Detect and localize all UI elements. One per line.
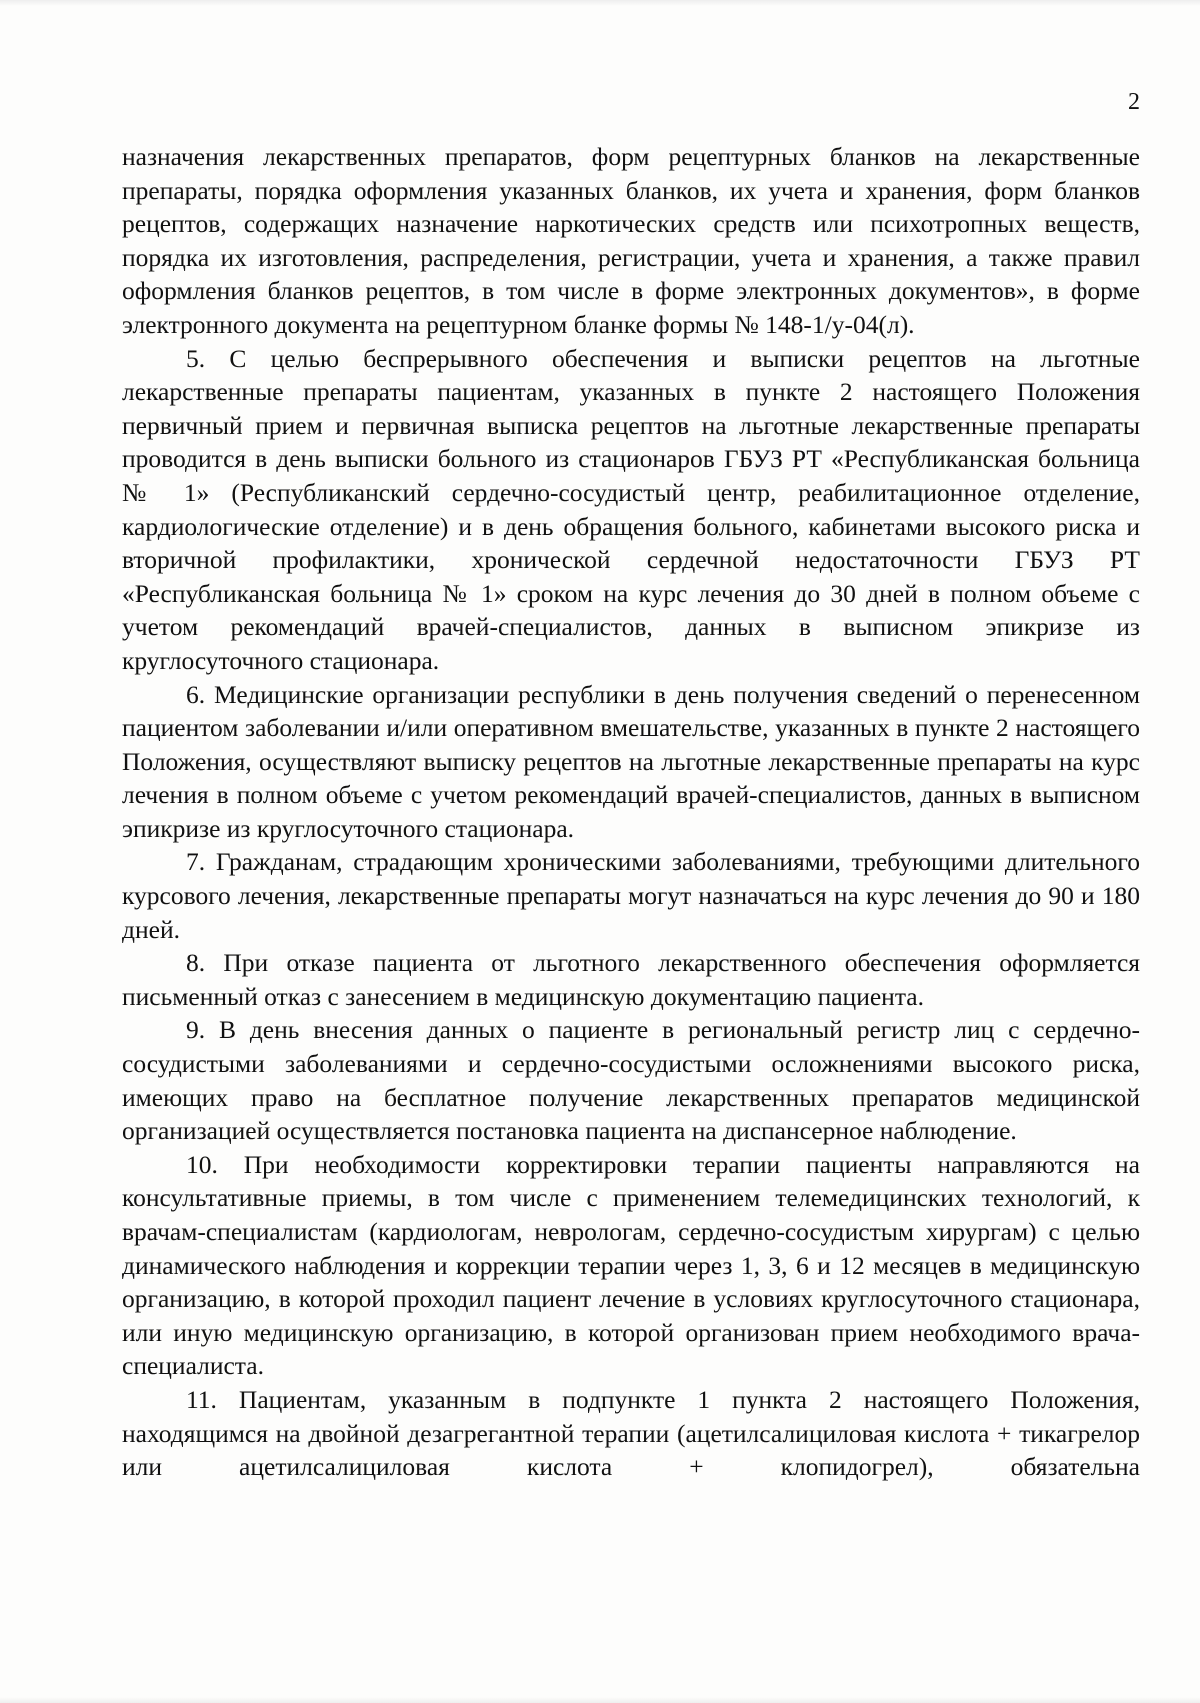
paragraph-6: 6. Медицинские организации республики в день получения сведений о перенесенном пациентом заболевании и/или оперативном вмешательстве, указанных в пункте 2 настоящего Положения, осуществляют выписку рецептов на льготные лекарственные препараты на курс лечения в полном объеме с учетом рекомендаций врачей-специалистов, данных в выписном эпикризе из круглосуточного стационара. (122, 679, 1140, 843)
paragraph-8: 8. При отказе пациента от льготного лекарственного обеспечения оформляется письменный отказ с занесением в медицинскую документацию пациента. (122, 948, 1140, 1011)
scan-edge-top (0, 0, 1200, 6)
paragraph-5: 5. С целью беспрерывного обеспечения и выписки рецептов на льготные лекарственные препараты пациентам, указанных в пункте 2 настоящего Положения первичный прием и первичная выписка рецептов на льготные лекарственные препараты проводится в день выписки больного из стационаров ГБУЗ РТ «Республиканская больница № 1» (Республиканский сердечно-сосудистый центр, реабилитационное отделение, кардиологические отделение) и в день обращения больного, кабинетами высокого риска и вторичной профилактики, хронической сердечной недостаточности ГБУЗ РТ «Республиканская больница № 1» сроком на курс лечения до 30 дней в полном объеме с учетом рекомендаций врачей-специалистов, данных в выписном эпикризе из круглосуточного стационара. (122, 343, 1140, 675)
document-body (122, 140, 1140, 1484)
paragraph-10: 10. При необходимости корректировки терапии пациенты направляются на консультативные приемы, в том числе с применением телемедицинских технологий, к врачам-специалистам (кардиологам, неврологам, сердечно-сосудистым хирургам) с целью динамического наблюдения и коррекции терапии через 1, 3, 6 и 12 месяцев в медицинскую организацию, в которой проходил пациент лечение в условиях круглосуточного стационара, или иную медицинскую организацию, в которой организован прием необходимого врача-специалиста. (122, 1149, 1140, 1381)
paragraph-9: 9. В день внесения данных о пациенте в региональный регистр лиц с сердечно-сосудистыми заболеваниями и сердечно-сосудистыми осложнениями высокого риска, имеющих право на бесплатное получение лекарственных препаратов медицинской организацией осуществляется постановка пациента на диспансерное наблюдение. (122, 1015, 1140, 1146)
paragraph-11: 11. Пациентам, указанным в подпункте 1 пункта 2 настоящего Положения, находящимся на двойной дезагрегантной терапии (ацетилсалициловая кислота + тикагрелор или ацетилсалициловая кислота + клопидогрел), обязательна (122, 1384, 1140, 1482)
paragraph-7: 7. Гражданам, страдающим хроническими заболеваниями, требующими длительного курсового лечения, лекарственные препараты могут назначаться на курс лечения до 90 и 180 дней. (122, 847, 1140, 944)
scan-edge-bottom (0, 1697, 1200, 1703)
page-number: 2 (1128, 89, 1140, 115)
paragraph-continuation: назначения лекарственных препаратов, форм рецептурных бланков на лекарственные препараты, порядка оформления указанных бланков, их учета и хранения, форм бланков рецептов, содержащих назначение наркотических средств или психотропных веществ, порядка их изготовления, распределения, регистрации, учета и хранения, а также правил оформления бланков рецептов, в том числе в форме электронных документов», в форме электронного документа на рецептурном бланке формы № 148-1/у-04(л). (122, 142, 1140, 339)
